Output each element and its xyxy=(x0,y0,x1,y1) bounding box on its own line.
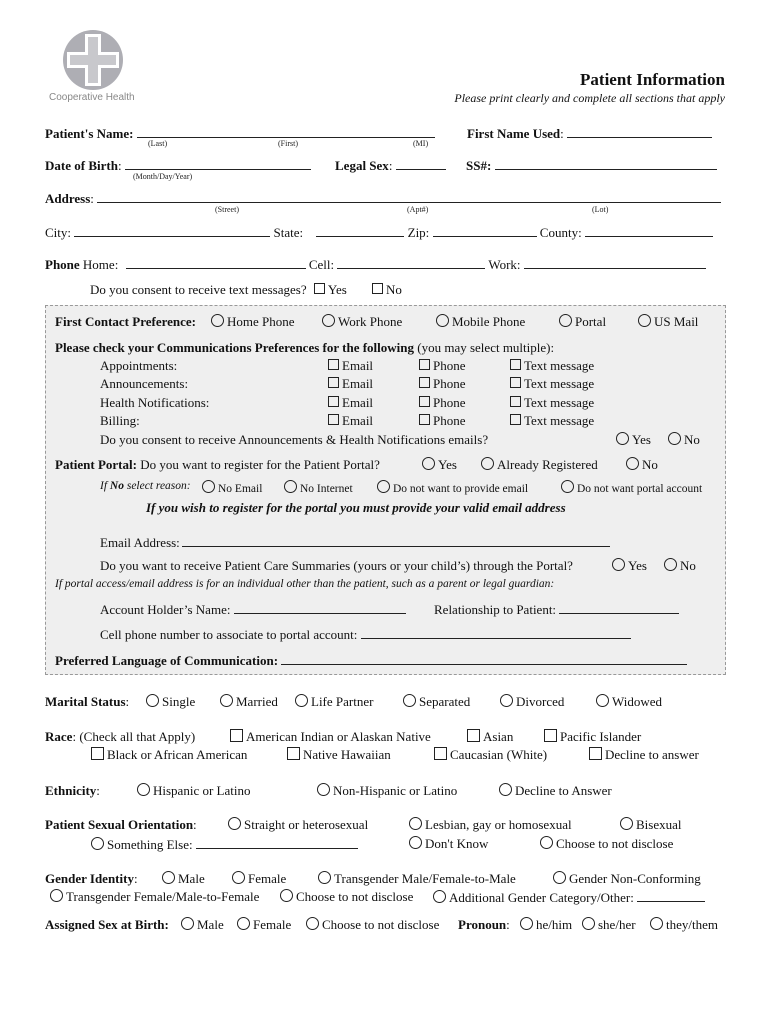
fc-mobile-radio[interactable] xyxy=(436,314,449,327)
marital-widowed[interactable] xyxy=(596,694,662,710)
fc-portal-radio[interactable] xyxy=(559,314,572,327)
fc-option-mobile[interactable] xyxy=(436,314,525,330)
gender-label: Gender Identity xyxy=(45,871,134,886)
gender-trans-female-radio[interactable] xyxy=(50,889,63,902)
comm-row-label-health: Health Notifications: xyxy=(100,395,210,410)
health-phone-option[interactable] xyxy=(419,395,466,411)
logo-text: Cooperative Health xyxy=(49,92,135,103)
city-field[interactable] xyxy=(74,224,270,237)
appt-phone-checkbox[interactable] xyxy=(419,359,430,370)
language-row xyxy=(55,652,687,669)
race-pacific-label: Pacific Islander xyxy=(560,729,642,744)
marital-label-wrap: Marital Status: xyxy=(45,694,130,709)
marital-divorced-label: Divorced xyxy=(516,694,565,709)
health-phone-label: Phone xyxy=(433,395,466,410)
work-phone-field[interactable] xyxy=(524,256,706,269)
birth-not-disclose-radio[interactable] xyxy=(306,917,319,930)
page-title: Patient Information xyxy=(580,70,725,89)
text-consent-no-label: No xyxy=(386,282,402,297)
summaries-no-radio[interactable] xyxy=(664,558,677,571)
portal-no-radio[interactable] xyxy=(626,457,639,470)
text-consent-question: Do you consent to receive text messages? xyxy=(90,282,307,297)
phone-label: Phone xyxy=(45,257,80,272)
marital-divorced-radio[interactable] xyxy=(500,694,513,707)
marital-single-label: Single xyxy=(162,694,196,709)
orientation-not-disclose-radio[interactable] xyxy=(540,836,553,849)
zip-field[interactable] xyxy=(433,224,537,237)
marital-life-partner[interactable] xyxy=(295,694,373,710)
race-note: (Check all that Apply) xyxy=(79,729,196,744)
email-address-field[interactable] xyxy=(182,534,610,547)
orientation-dont-know-label: Don't Know xyxy=(425,836,489,851)
fc-home-label: Home Phone xyxy=(227,314,295,329)
emails-consent-yes[interactable] xyxy=(616,432,651,448)
summaries-no-label: No xyxy=(680,558,696,573)
email-address-row xyxy=(100,534,610,551)
race-hawaiian-checkbox[interactable] xyxy=(287,747,300,760)
comm-row-label-billing: Billing: xyxy=(100,413,140,428)
relationship-row xyxy=(434,601,679,618)
ethnicity-hispanic-label: Hispanic or Latino xyxy=(153,783,251,798)
orientation-label-wrap: Patient Sexual Orientation: xyxy=(45,817,197,832)
birth-not-disclose-label: Choose to not disclose xyxy=(322,917,440,932)
race-american-indian-checkbox[interactable] xyxy=(230,729,243,742)
billing-text-checkbox[interactable] xyxy=(510,414,521,425)
fc-portal-label: Portal xyxy=(575,314,607,329)
address-row: Address: xyxy=(45,190,721,207)
fc-work-radio[interactable] xyxy=(322,314,335,327)
fc-option-home[interactable] xyxy=(211,314,295,330)
emails-consent-yes-radio[interactable] xyxy=(616,432,629,445)
birth-male-radio[interactable] xyxy=(181,917,194,930)
pronoun-she-radio[interactable] xyxy=(582,917,595,930)
orientation-lesbian-gay-label: Lesbian, gay or homosexual xyxy=(425,817,572,832)
state-field[interactable] xyxy=(316,224,404,237)
comm-pref-rest: (you may select multiple): xyxy=(414,340,555,355)
reason-no-internet-label: No Internet xyxy=(300,483,353,495)
gender-non-conforming-label: Gender Non-Conforming xyxy=(569,871,701,886)
pronoun-he[interactable] xyxy=(520,917,572,933)
race-caucasian-label: Caucasian (White) xyxy=(450,747,548,762)
orientation-bisexual-radio[interactable] xyxy=(620,817,633,830)
summaries-yes-radio[interactable] xyxy=(612,558,625,571)
ann-email-option[interactable] xyxy=(328,376,373,392)
appt-text-option[interactable] xyxy=(510,358,594,374)
sub-lot: (Lot) xyxy=(592,205,609,214)
billing-phone-label: Phone xyxy=(433,413,466,428)
ethnicity-decline-radio[interactable] xyxy=(499,783,512,796)
ethnicity-label-wrap: Ethnicity: xyxy=(45,783,100,798)
county-field[interactable] xyxy=(585,224,713,237)
cell-assoc-field[interactable] xyxy=(361,626,631,639)
portal-yes[interactable] xyxy=(422,457,457,473)
ethnicity-non-hispanic[interactable] xyxy=(317,783,457,799)
emails-consent-no-radio[interactable] xyxy=(668,432,681,445)
gender-trans-male-radio[interactable] xyxy=(318,871,331,884)
race-caucasian-checkbox[interactable] xyxy=(434,747,447,760)
page-subtitle: Please print clearly and complete all sections that apply xyxy=(454,91,725,105)
marital-separated-radio[interactable] xyxy=(403,694,416,707)
ann-text-option[interactable] xyxy=(510,376,594,392)
legal-sex-field[interactable] xyxy=(396,157,446,170)
comm-pref-bold: Please check your Communications Preferences for the following xyxy=(55,340,415,355)
billing-text-option[interactable] xyxy=(510,413,594,429)
portal-no[interactable] xyxy=(626,457,658,473)
gender-female-radio[interactable] xyxy=(232,871,245,884)
fc-option-portal[interactable] xyxy=(559,314,606,330)
race-asian-checkbox[interactable] xyxy=(467,729,480,742)
birth-not-disclose[interactable] xyxy=(306,917,439,933)
relationship-label: Relationship to Patient: xyxy=(434,602,557,617)
sub-mi: (MI) xyxy=(413,139,429,148)
health-phone-checkbox[interactable] xyxy=(419,396,430,407)
orientation-something-else[interactable] xyxy=(91,836,358,853)
race-hawaiian[interactable] xyxy=(287,747,391,763)
portal-already-radio[interactable] xyxy=(481,457,494,470)
health-text-option[interactable] xyxy=(510,395,594,411)
race-hawaiian-label: Native Hawaiian xyxy=(303,747,391,762)
gender-male-radio[interactable] xyxy=(162,871,175,884)
gender-female[interactable] xyxy=(232,871,286,887)
language-label: Preferred Language of Communication: xyxy=(55,653,279,668)
gender-trans-female-label: Transgender Female/Male-to-Female xyxy=(66,889,260,904)
account-holder-row xyxy=(100,601,406,618)
pronoun-she[interactable] xyxy=(582,917,636,933)
birth-female-radio[interactable] xyxy=(237,917,250,930)
fc-home-radio[interactable] xyxy=(211,314,224,327)
emails-consent-yes-label: Yes xyxy=(632,432,651,447)
gender-not-disclose[interactable] xyxy=(280,889,413,905)
legal-sex-row: Legal Sex: xyxy=(335,157,446,174)
appt-phone-label: Phone xyxy=(433,358,466,373)
gender-trans-female[interactable] xyxy=(50,889,259,905)
summaries-yes[interactable] xyxy=(612,558,647,574)
emails-consent-no-label: No xyxy=(684,432,700,447)
appt-email-checkbox[interactable] xyxy=(328,359,339,370)
gender-female-label: Female xyxy=(248,871,287,886)
marital-life-partner-radio[interactable] xyxy=(295,694,308,707)
pronoun-he-label: he/him xyxy=(536,917,573,932)
logo-mark-icon xyxy=(45,28,145,92)
gender-label-wrap: Gender Identity: xyxy=(45,871,138,886)
marital-single-radio[interactable] xyxy=(146,694,159,707)
text-consent-no-checkbox[interactable] xyxy=(372,283,383,294)
orientation-bisexual[interactable] xyxy=(620,817,682,833)
work-label: Work: xyxy=(488,257,521,272)
billing-email-checkbox[interactable] xyxy=(328,414,339,425)
gender-other[interactable] xyxy=(433,889,705,906)
race-black-checkbox[interactable] xyxy=(91,747,104,760)
fc-work-label: Work Phone xyxy=(338,314,403,329)
portal-yes-radio[interactable] xyxy=(422,457,435,470)
marital-widowed-label: Widowed xyxy=(612,694,663,709)
race-american-indian-label: American Indian or Alaskan Native xyxy=(246,729,431,744)
orientation-straight-radio[interactable] xyxy=(228,817,241,830)
portal-no-label: No xyxy=(642,457,658,472)
race-asian[interactable] xyxy=(467,729,513,745)
orientation-lesbian-gay-radio[interactable] xyxy=(409,817,422,830)
county-label: County: xyxy=(539,225,582,240)
billing-email-option[interactable] xyxy=(328,413,373,429)
marital-label: Marital Status xyxy=(45,694,126,709)
portal-label: Patient Portal: xyxy=(55,457,137,472)
cell-assoc-row xyxy=(100,626,631,643)
fc-mobile-label: Mobile Phone xyxy=(452,314,526,329)
first-contact-label: First Contact Preference: xyxy=(55,314,197,329)
marital-married-label: Married xyxy=(236,694,278,709)
pronoun-they-label: they/them xyxy=(666,917,718,932)
race-decline[interactable] xyxy=(589,747,699,763)
billing-text-label: Text message xyxy=(524,413,595,428)
fc-option-mail[interactable] xyxy=(638,314,698,330)
portal-already[interactable] xyxy=(481,457,598,473)
first-name-used-label: First Name Used xyxy=(467,126,561,141)
reason-no-internet[interactable] xyxy=(284,480,353,495)
health-text-label: Text message xyxy=(524,395,595,410)
billing-phone-checkbox[interactable] xyxy=(419,414,430,425)
legal-sex-label: Legal Sex xyxy=(335,158,389,173)
dob-row: Date of Birth: xyxy=(45,157,311,174)
fc-mail-label: US Mail xyxy=(654,314,699,329)
gender-trans-male[interactable] xyxy=(318,871,516,887)
ann-email-checkbox[interactable] xyxy=(328,377,339,388)
billing-phone-option[interactable] xyxy=(419,413,466,429)
summaries-question: Do you want to receive Patient Care Summaries (yours or your child’s) through the Portal? xyxy=(100,558,573,573)
ethnicity-non-hispanic-label: Non-Hispanic or Latino xyxy=(333,783,458,798)
gender-not-disclose-radio[interactable] xyxy=(280,889,293,902)
first-name-used-field[interactable] xyxy=(567,125,712,138)
fc-mail-radio[interactable] xyxy=(638,314,651,327)
birth-male[interactable] xyxy=(181,917,224,933)
birth-female-label: Female xyxy=(253,917,292,932)
appt-text-checkbox[interactable] xyxy=(510,359,521,370)
reason-no-portal-label: Do not want portal account xyxy=(577,483,703,495)
reason-no-provide-radio[interactable] xyxy=(377,480,390,493)
gender-non-conforming[interactable] xyxy=(553,871,701,887)
reason-no-internet-radio[interactable] xyxy=(284,480,297,493)
appt-email-label: Email xyxy=(342,358,374,373)
reason-no-email-radio[interactable] xyxy=(202,480,215,493)
comm-row-label-announcements: Announcements: xyxy=(100,376,189,391)
comm-pref-heading xyxy=(55,340,554,356)
ss-field[interactable] xyxy=(495,157,717,170)
portal-other-note: If portal access/email address is for an individual other than the patient, such as a parent or legal guardian: xyxy=(55,578,555,590)
race-decline-label: Decline to answer xyxy=(605,747,699,762)
cell-label: Cell: xyxy=(308,257,335,272)
pronoun-they-radio[interactable] xyxy=(650,917,663,930)
reason-no-portal-radio[interactable] xyxy=(561,480,574,493)
marital-life-partner-label: Life Partner xyxy=(311,694,374,709)
gender-male-label: Male xyxy=(178,871,205,886)
race-black[interactable] xyxy=(91,747,247,763)
pronoun-she-label: she/her xyxy=(598,917,636,932)
orientation-straight-label: Straight or heterosexual xyxy=(244,817,369,832)
ethnicity-hispanic-radio[interactable] xyxy=(137,783,150,796)
logo xyxy=(45,28,145,108)
health-email-checkbox[interactable] xyxy=(328,396,339,407)
marital-widowed-radio[interactable] xyxy=(596,694,609,707)
race-american-indian[interactable] xyxy=(230,729,431,745)
race-label-wrap: Race: (Check all that Apply) xyxy=(45,729,196,744)
health-email-option[interactable] xyxy=(328,395,373,411)
city-label: City: xyxy=(45,225,72,240)
cell-assoc-label: Cell phone number to associate to portal account: xyxy=(100,627,358,642)
marital-married-radio[interactable] xyxy=(220,694,233,707)
sub-last: (Last) xyxy=(148,139,168,148)
portal-question: Do you want to register for the Patient Portal? xyxy=(140,457,380,472)
ethnicity-decline-label: Decline to Answer xyxy=(515,783,612,798)
pronoun-they[interactable] xyxy=(650,917,718,933)
emails-consent-question: Do you consent to receive Announcements & Health Notifications emails? xyxy=(100,432,489,447)
birth-female[interactable] xyxy=(237,917,291,933)
orientation-bisexual-label: Bisexual xyxy=(636,817,682,832)
portal-row xyxy=(55,457,380,473)
if-no-3: select reason: xyxy=(123,480,191,492)
city-row xyxy=(45,224,713,241)
if-no-reason-label xyxy=(100,480,191,492)
ann-phone-option[interactable] xyxy=(419,376,466,392)
race-pacific-checkbox[interactable] xyxy=(544,729,557,742)
race-decline-checkbox[interactable] xyxy=(589,747,602,760)
summaries-no[interactable] xyxy=(664,558,696,574)
ann-text-checkbox[interactable] xyxy=(510,377,521,388)
must-provide-note: If you wish to register for the portal you must provide your valid email address xyxy=(146,500,566,515)
birth-sex-label: Assigned Sex at Birth: xyxy=(45,917,169,932)
gender-other-radio[interactable] xyxy=(433,890,446,903)
race-pacific[interactable] xyxy=(544,729,641,745)
address-field[interactable] xyxy=(97,190,721,203)
patient-name-label: Patient's Name xyxy=(45,126,130,141)
ss-label: SS#: xyxy=(466,158,492,173)
gender-male[interactable] xyxy=(162,871,205,887)
orientation-label: Patient Sexual Orientation xyxy=(45,817,194,832)
orientation-dont-know-radio[interactable] xyxy=(409,836,422,849)
pronoun-he-radio[interactable] xyxy=(520,917,533,930)
orientation-something-else-field[interactable] xyxy=(196,836,358,849)
if-no-1: If xyxy=(100,480,110,492)
orientation-lesbian-gay[interactable] xyxy=(409,817,572,833)
ethnicity-label: Ethnicity xyxy=(45,783,97,798)
gender-other-field[interactable] xyxy=(637,889,705,902)
address-label: Address xyxy=(45,191,91,206)
marital-separated[interactable] xyxy=(403,694,470,710)
sub-street: (Street) xyxy=(215,205,239,214)
first-name-used-row: First Name Used: xyxy=(467,125,712,142)
phone-row xyxy=(45,256,706,273)
if-no-2: No xyxy=(109,480,124,492)
orientation-straight[interactable] xyxy=(228,817,368,833)
orientation-not-disclose[interactable] xyxy=(540,836,673,852)
ethnicity-non-hispanic-radio[interactable] xyxy=(317,783,330,796)
sub-first: (First) xyxy=(278,139,298,148)
reason-no-email-label: No Email xyxy=(218,483,263,495)
sub-dob: (Month/Day/Year) xyxy=(133,172,193,181)
state-label: State: xyxy=(273,225,304,240)
text-consent-yes-checkbox[interactable] xyxy=(314,283,325,294)
sub-apt: (Apt#) xyxy=(407,205,429,214)
account-holder-label: Account Holder’s Name: xyxy=(100,602,231,617)
gender-trans-male-label: Transgender Male/Female-to-Male xyxy=(334,871,516,886)
health-text-checkbox[interactable] xyxy=(510,396,521,407)
marital-divorced[interactable] xyxy=(500,694,564,710)
text-consent-row xyxy=(90,282,402,298)
text-consent-yes-label: Yes xyxy=(327,282,347,297)
gender-non-conforming-radio[interactable] xyxy=(553,871,566,884)
marital-married[interactable] xyxy=(220,694,278,710)
pronoun-label: Pronoun xyxy=(458,917,507,932)
home-phone-field[interactable] xyxy=(126,256,306,269)
cell-phone-field[interactable] xyxy=(337,256,485,269)
portal-yes-label: Yes xyxy=(438,457,457,472)
marital-separated-label: Separated xyxy=(419,694,471,709)
orientation-not-disclose-label: Choose to not disclose xyxy=(556,836,674,851)
orientation-dont-know[interactable] xyxy=(409,836,488,852)
home-label: Home: xyxy=(82,257,119,272)
dob-label: Date of Birth xyxy=(45,158,118,173)
language-field[interactable] xyxy=(281,652,687,665)
dob-field[interactable] xyxy=(125,157,311,170)
portal-already-label: Already Registered xyxy=(497,457,598,472)
patient-name-row: Patient's Name: xyxy=(45,125,435,142)
email-address-label: Email Address: xyxy=(100,535,180,550)
reason-no-portal[interactable] xyxy=(561,480,702,495)
race-asian-label: Asian xyxy=(483,729,514,744)
fc-option-work[interactable] xyxy=(322,314,402,330)
ann-phone-checkbox[interactable] xyxy=(419,377,430,388)
relationship-field[interactable] xyxy=(559,601,679,614)
emails-consent-no[interactable] xyxy=(668,432,700,448)
comm-row-label-appointments: Appointments: xyxy=(100,358,178,373)
ann-phone-label: Phone xyxy=(433,376,466,391)
ann-email-label: Email xyxy=(342,376,374,391)
gender-other-label: Additional Gender Category/Other: xyxy=(449,890,634,905)
ethnicity-hispanic[interactable] xyxy=(137,783,250,799)
summaries-yes-label: Yes xyxy=(628,558,647,573)
billing-email-label: Email xyxy=(342,413,374,428)
appt-phone-option[interactable] xyxy=(419,358,466,374)
health-email-label: Email xyxy=(342,395,374,410)
birth-male-label: Male xyxy=(197,917,224,932)
orientation-something-else-label: Something Else: xyxy=(107,837,193,852)
reason-no-email[interactable] xyxy=(202,480,262,495)
ethnicity-decline[interactable] xyxy=(499,783,612,799)
reason-no-provide[interactable] xyxy=(377,480,528,495)
appt-email-option[interactable] xyxy=(328,358,373,374)
ss-row xyxy=(466,157,717,174)
zip-label: Zip: xyxy=(407,225,430,240)
marital-single[interactable] xyxy=(146,694,195,710)
ann-text-label: Text message xyxy=(524,376,595,391)
race-black-label: Black or African American xyxy=(107,747,248,762)
account-holder-field[interactable] xyxy=(234,601,406,614)
race-label: Race xyxy=(45,729,73,744)
orientation-something-else-radio[interactable] xyxy=(91,837,104,850)
pronoun-label-wrap: Pronoun: xyxy=(458,917,510,932)
appt-text-label: Text message xyxy=(524,358,595,373)
reason-no-provide-label: Do not want to provide email xyxy=(393,483,529,495)
gender-not-disclose-label: Choose to not disclose xyxy=(296,889,414,904)
race-caucasian[interactable] xyxy=(434,747,547,763)
patient-name-field[interactable] xyxy=(137,125,435,138)
